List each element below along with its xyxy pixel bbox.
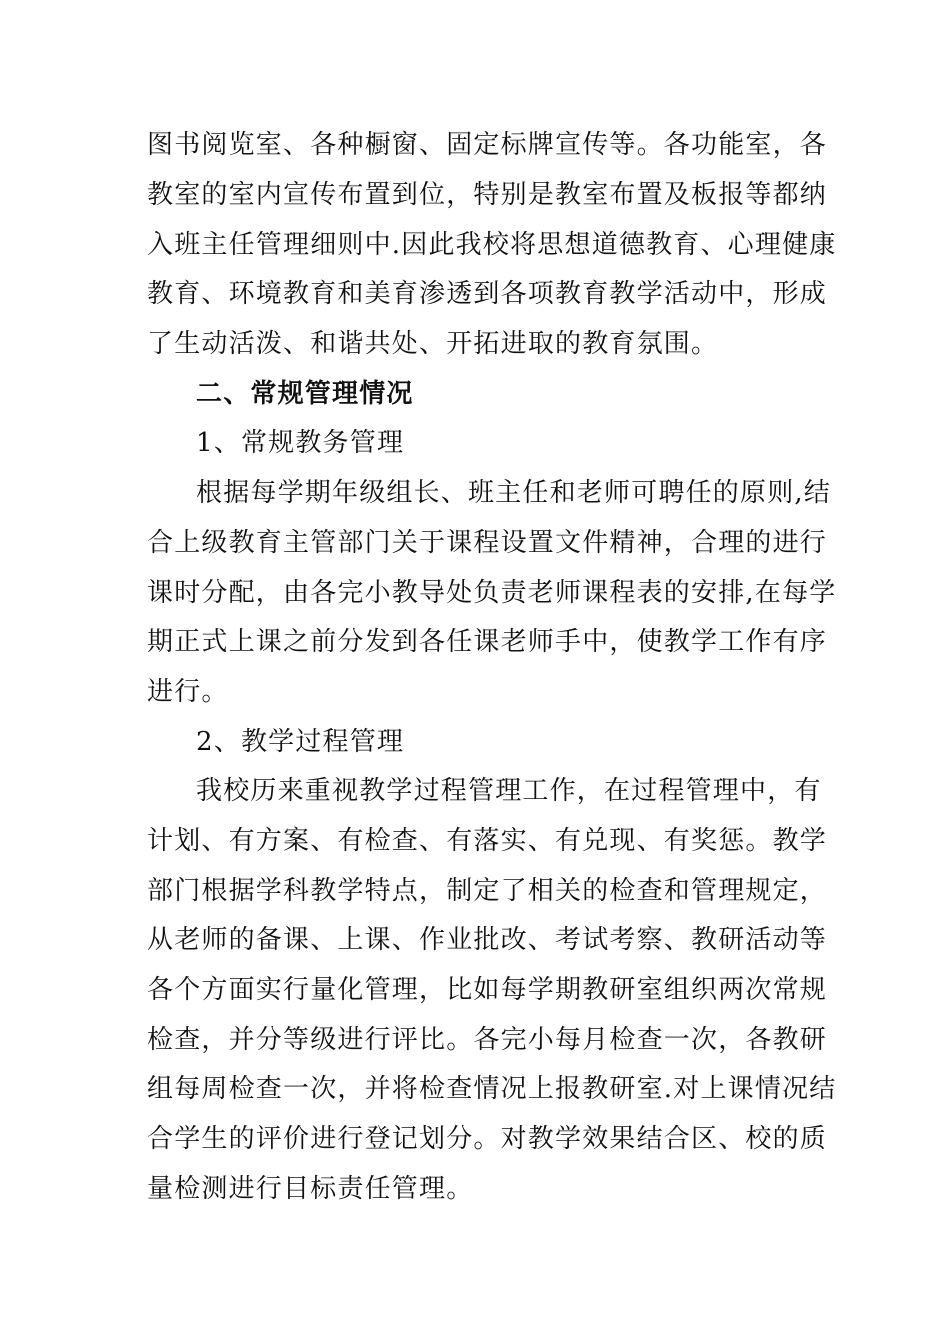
paragraph-line: 从老师的备课、上课、作业批改、考试考察、教研活动等 — [147, 925, 828, 955]
paragraph-line: 计划、有方案、有检查、有落实、有兑现、有奖惩。教学 — [147, 826, 828, 856]
paragraph-line: 图书阅览室、各种橱窗、固定标牌宣传等。各功能室，各 — [147, 130, 828, 160]
paragraph-line: 量检测进行目标责任管理。 — [147, 1174, 474, 1204]
paragraph-line: 组每周检查一次，并将检查情况上报教研室.对上课情况结 — [147, 1074, 837, 1104]
paragraph-line: 期正式上课之前分发到各任课老师手中，使教学工作有序 — [147, 627, 828, 657]
paragraph-line: 教室的室内宣传布置到位，特别是教室布置及板报等都纳 — [147, 180, 828, 210]
paragraph-line: 课时分配，由各完小教导处负责老师课程表的安排,在每学 — [147, 578, 837, 608]
paragraph-line: 部门根据学科教学特点，制定了相关的检查和管理规定， — [147, 876, 828, 906]
paragraph-line: 根据每学期年级组长、班主任和老师可聘任的原则,结 — [196, 478, 832, 508]
paragraph-line: 合学生的评价进行登记划分。对教学效果结合区、校的质 — [147, 1124, 828, 1154]
paragraph-line: 教育、环境教育和美育渗透到各项教育教学活动中，形成 — [147, 279, 828, 309]
paragraph-line: 我校历来重视教学过程管理工作，在过程管理中，有 — [196, 776, 822, 806]
subsection-heading: 2、教学过程管理 — [196, 727, 405, 757]
paragraph-line: 入班主任管理细则中.因此我校将思想道德教育、心理健康 — [147, 230, 837, 260]
subsection-heading: 1、常规教务管理 — [196, 428, 405, 458]
paragraph-line: 合上级教育主管部门关于课程设置文件精神，合理的进行 — [147, 528, 828, 558]
paragraph-line: 进行。 — [147, 677, 229, 707]
paragraph-line: 各个方面实行量化管理，比如每学期教研室组织两次常规 — [147, 975, 828, 1005]
paragraph-line: 检查，并分等级进行评比。各完小每月检查一次，各教研 — [147, 1025, 828, 1055]
paragraph-line: 了生动活泼、和谐共处、开拓进取的教育氛围。 — [147, 329, 719, 359]
section-heading: 二、常规管理情况 — [196, 379, 414, 409]
